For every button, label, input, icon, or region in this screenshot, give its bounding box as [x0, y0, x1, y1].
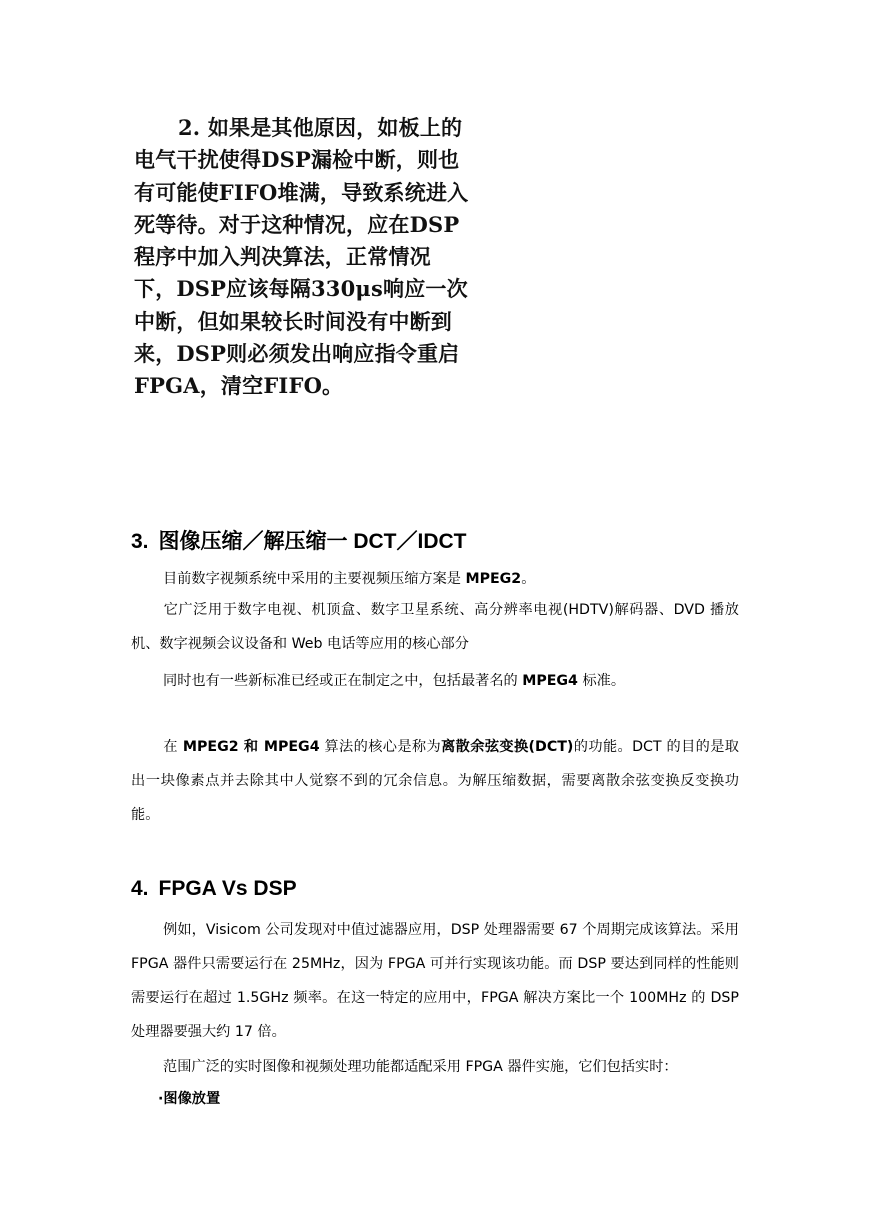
paragraph-text: 例如，Visicom 公司发现对中值过滤器应用，DSP 处理器需要 67 个周期完成该算法。采用 FPGA 器件只需要运行在 25MHz，因为 FPGA 可并行实现该功能。而 DSP 要达到同样的性能则需要运行在超过 1.5GHz 频率。在这一特定的应用中，FPGA 解决方案比一个 100MHz 的 DSP 处理器要强大约 17 倍。 — [131, 922, 739, 1040]
scan-line: 来，DSP则必须发出响应指令重启 — [134, 341, 460, 367]
scan-line: 中断，但如果较长时间没有中断到 — [134, 308, 452, 334]
scanned-text-excerpt — [134, 112, 494, 403]
paragraph — [131, 730, 739, 832]
paragraph-text: 标准。 — [577, 673, 626, 689]
paragraph — [163, 1056, 678, 1076]
paragraph — [163, 568, 535, 588]
section-title: FPGA Vs DSP — [158, 877, 297, 900]
paragraph-text: 的功能。DCT 的目的是取出一块像素点并去除其中人觉察不到的冗余信息。为解压缩数据，需要离散余弦变换反变换功能。 — [131, 739, 739, 823]
paragraph — [163, 670, 625, 690]
scan-line: FPGA，清空FIFO。 — [134, 373, 344, 399]
section-number: 4. — [131, 877, 149, 900]
section-title: 图像压缩／解压缩一 DCT／IDCT — [158, 530, 467, 553]
paragraph-text: 算法的核心是称为 — [319, 739, 442, 755]
scan-line: 程序中加入判决算法，正常情况 — [134, 244, 431, 270]
paragraph-text: 它广泛用于数字电视、机顶盒、数字卫星系统、高分辨率电视(HDTV)解码器、DVD 播放机、数字视频会议设备和 Web 电话等应用的核心部分 — [131, 602, 739, 652]
paragraph-text: 在 — [163, 739, 183, 755]
scan-line: 下，DSP应该每隔330μs响应一次 — [134, 276, 468, 302]
paragraph-text: 目前数字视频系统中采用的主要视频压缩方案是 — [163, 571, 466, 587]
scan-line: 死等待。对于这种情况，应在DSP — [134, 211, 460, 237]
paragraph — [131, 593, 739, 661]
bullet-item: ·图像放置 — [158, 1091, 221, 1107]
paragraph-text: 同时也有一些新标准已经或正在制定之中，包括最著名的 — [163, 673, 523, 689]
section-3-heading — [131, 525, 467, 555]
bold-term: MPEG2 和 MPEG4 — [182, 739, 320, 755]
bold-term: MPEG2 — [465, 571, 522, 587]
section-number: 3. — [131, 530, 149, 553]
paragraph — [131, 913, 739, 1049]
section-4-heading — [131, 877, 297, 901]
bold-term: 离散余弦变换(DCT) — [441, 739, 574, 755]
bold-term: MPEG4 — [522, 673, 578, 689]
scan-line: 2. 如果是其他原因，如板上的 — [178, 115, 463, 140]
scan-line: 有可能使FIFO堆满，导致系统进入 — [134, 179, 469, 205]
paragraph-text: 。 — [521, 571, 536, 587]
scan-line: 电气干扰使得DSP漏检中断，则也 — [134, 147, 460, 173]
paragraph-text: 范围广泛的实时图像和视频处理功能都适配采用 FPGA 器件实施，它们包括实时： — [163, 1059, 678, 1075]
